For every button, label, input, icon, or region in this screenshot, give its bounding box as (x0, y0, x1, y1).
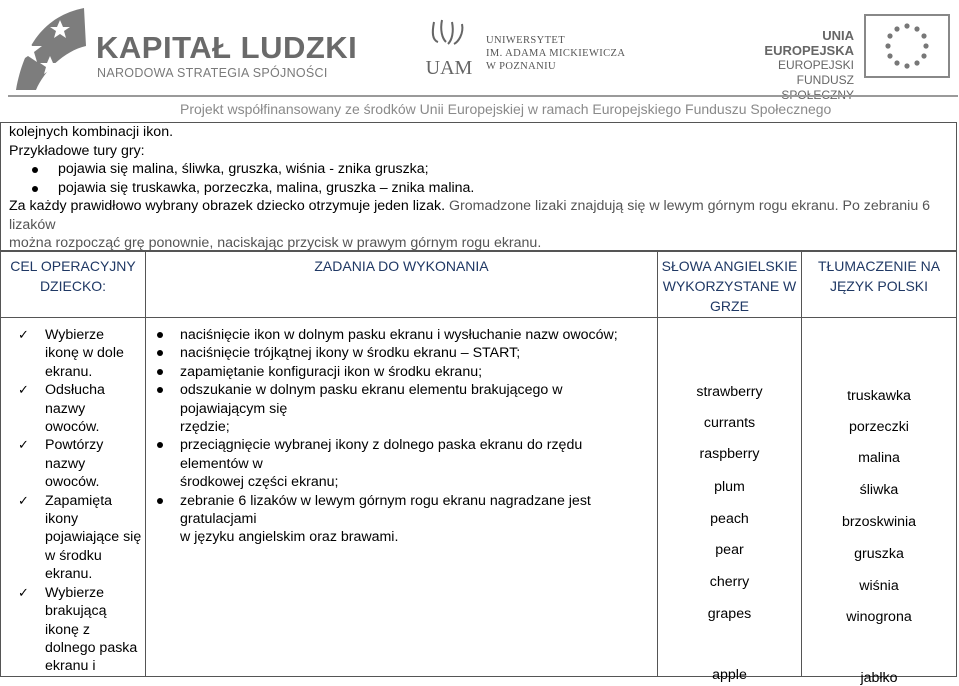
lesson-table (0, 251, 957, 686)
checkmark-icon: ✓ (18, 437, 29, 453)
polish-word: malina (858, 450, 900, 466)
project-funding-line: Projekt współfinansowany ze środków Unii Europejskiej w ramach Europejskiego Funduszu Społecznego (180, 101, 832, 117)
header-divider (8, 95, 958, 97)
english-word: currants (703, 415, 756, 431)
polish-word: gruszka (854, 546, 904, 562)
uam-name (486, 34, 625, 73)
task-item: naciśnięcie ikon w dolnym pasku ekranu i wysłuchanie nazw owoców; (146, 326, 657, 344)
polish-words-cell (802, 318, 957, 686)
uam-line-1: UNIWERSYTET (486, 35, 566, 46)
task-item: zapamiętanie konfiguracji ikon w środku ekranu; (146, 363, 657, 381)
english-word: peach (710, 511, 749, 527)
intro-line-3a: Za każdy prawidłowo wybrany obrazek dziecko otrzymuje jeden lizak. (9, 198, 446, 214)
uam-logo-text: UAM (425, 57, 473, 79)
intro-line-2: Przykładowe tury gry: (9, 142, 145, 159)
tasks-list (146, 326, 657, 547)
example-round: pojawia się malina, śliwka, gruszka, wiśnia - znika gruszka; (1, 160, 956, 179)
kapital-ludzki-subtitle: NARODOWA STRATEGIA SPÓJNOŚCI (97, 66, 328, 80)
english-word: cherry (709, 574, 750, 590)
polish-word: winogrona (846, 609, 912, 625)
checkmark-icon: ✓ (18, 382, 29, 398)
header-goal: CEL OPERACYJNY DZIECKO: (1, 252, 146, 318)
goal-item: ✓ Zapamięta ikony pojawiające się w środku ekranu. (18, 492, 142, 583)
english-words-list (658, 318, 801, 683)
polish-word: jabłko (860, 670, 898, 686)
checkmark-icon: ✓ (18, 327, 29, 342)
kapital-ludzki-logo (14, 6, 88, 92)
example-rounds-list (1, 160, 956, 197)
uam-line-2: IM. ADAMA MICKIEWICZA (486, 48, 626, 59)
polish-word: porzeczki (849, 419, 909, 435)
eu-line-3: FUNDUSZ (796, 73, 854, 87)
checkmark-icon: ✓ (18, 492, 29, 508)
goal-item: ✓ Wybierze ikonę w dole ekranu. (18, 327, 124, 380)
task-item: zebranie 6 lizaków w lewym górnym rogu ekranu nagradzane jest gratulacjami w języku angielskim oraz brawami. (146, 492, 657, 547)
goals-cell (1, 318, 146, 677)
goal-item: ✓ Odsłucha nazwy owoców. (18, 382, 105, 436)
polish-word: wiśnia (859, 578, 899, 594)
polish-words-list (802, 318, 956, 686)
eu-flag-icon (864, 14, 950, 78)
task-item: naciśnięcie trójkątnej ikony w środku ekranu – START; (146, 344, 657, 362)
english-word: plum (714, 479, 745, 495)
table-header-row (1, 252, 957, 318)
uam-logo (425, 18, 473, 80)
english-word: strawberry (696, 384, 763, 400)
document-header (0, 0, 959, 122)
polish-word: brzoskwinia (841, 514, 917, 530)
eu-line-2: EUROPEJSKI (777, 58, 854, 72)
game-description (0, 122, 957, 251)
intro-line-1: kolejnych kombinacji ikon. (9, 124, 174, 140)
intro-line-3b: Gromadzone lizaki znajdują się w lewym górnym rogu ekranu. Po zebraniu 6 lizaków (9, 198, 931, 233)
goal-item: ✓ Wybierze brakującą ikonę z dolnego paska ekranu i (18, 584, 138, 675)
table-row (1, 318, 957, 677)
tasks-cell (146, 318, 658, 677)
uam-line-3: W POZNANIU (486, 61, 557, 72)
english-words-cell (658, 318, 802, 683)
checkmark-icon: ✓ (18, 584, 29, 600)
polish-word: śliwka (859, 482, 899, 498)
task-item: przeciągnięcie wybranej ikony z dolnego paska ekranu do rzędu elementów w środkowej części ekranu; (146, 436, 657, 491)
polish-word: truskawka (847, 388, 911, 404)
intro-line-4: można rozpocząć grę ponownie, naciskając przycisk w prawym górnym rogu ekranu. (9, 235, 542, 251)
intro-line-3 (1, 197, 956, 234)
english-word: raspberry (699, 446, 760, 462)
english-word: grapes (707, 606, 752, 622)
eu-name (748, 28, 854, 103)
eu-line-1: UNIA EUROPEJSKA (764, 28, 854, 58)
goals-list (1, 326, 145, 676)
goal-item: ✓ Powtórzy nazwy owoców. (18, 437, 104, 491)
kapital-ludzki-title: KAPITAŁ LUDZKI (96, 30, 358, 65)
header-english-words: SŁOWA ANGIELSKIE WYKORZYSTANE W GRZE (658, 252, 802, 318)
example-round: pojawia się truskawka, porzeczka, malina, gruszka – znika malina. (1, 179, 956, 198)
english-word: apple (712, 667, 747, 683)
header-polish-translation: TŁUMACZENIE NA JĘZYK POLSKI (802, 252, 957, 318)
header-tasks: ZADANIA DO WYKONANIA (146, 252, 658, 318)
english-word: pear (715, 542, 744, 558)
task-item: odszukanie w dolnym pasku ekranu elementu brakującego w pojawiającym się rzędzie; (146, 381, 657, 436)
